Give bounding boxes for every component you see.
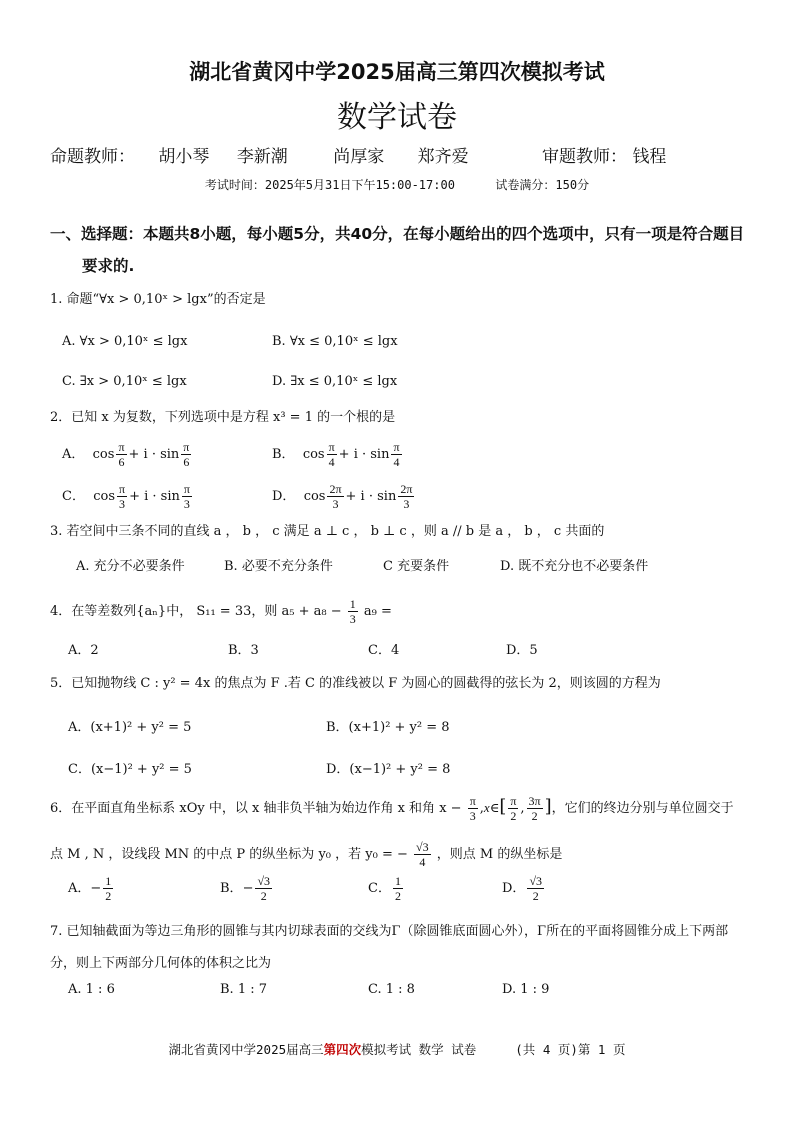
question-1-stem: 1. 命题“∀x > 0,10ˣ > lgx”的否定是	[50, 292, 266, 307]
q5-option-c: C．(x−1)² + y² = 5	[68, 762, 192, 777]
footer-pages: (共 4 页)第 1 页	[515, 1042, 626, 1057]
q4-option-c: C．4	[368, 643, 400, 658]
exam-time: 考试时间：2025年5月31日下午15:00-17:00	[204, 178, 455, 192]
q6-option-c: C． $\frac{1}{2}$	[368, 874, 401, 903]
q7-option-b: B. 1 : 7	[220, 982, 268, 997]
exam-info	[0, 176, 794, 193]
teachers-line	[50, 142, 686, 167]
question-7-stem: 7. 已知轴截面为等边三角形的圆锥与其内切球表面的交线为Γ（除圆锥底面圆心外），Γ所在的平面将圆锥分成上下两部分，则上下两部分几何体的体积之比为	[50, 924, 729, 971]
setter-name: 李新潮	[236, 147, 288, 167]
q6-option-d: D． $\frac{√3}{2}$	[502, 874, 543, 903]
q6-option-b: B．− $\frac{√3}{2}$	[220, 874, 271, 903]
q4-option-a: A．2	[68, 643, 99, 658]
reviewer-name: 钱程	[632, 147, 667, 167]
setter-name: 尚厚家	[333, 147, 385, 167]
question-4-stem: 4．在等差数列{aₙ}中， S₁₁ = 33，则 a₅ + a₈ − $\frac{1}{3}$ a₉ =	[50, 597, 392, 626]
q5-option-d: D．(x−1)² + y² = 8	[326, 762, 451, 777]
q1-option-c: C. ∃x > 0,10ˣ ≤ lgx	[62, 374, 187, 389]
q4-option-d: D．5	[506, 643, 538, 658]
q6-option-a: A．− $\frac{1}{2}$	[68, 874, 112, 903]
q3-option-d: D. 既不充分也不必要条件	[500, 559, 649, 574]
section-heading: 一、选择题：本题共8小题，每小题5分，共40分，在每小题给出的四个选项中，只有一项是符合题目要求的.	[50, 225, 745, 275]
footer-prefix: 湖北省黄冈中学2025届高三	[168, 1042, 324, 1057]
q5-option-a: A．(x+1)² + y² = 5	[68, 720, 192, 735]
question-6-stem-line1: 6．在平面直角坐标系 xOy 中，以 x 轴非负半轴为始边作角 x 和角 x − $\frac{\pi}{3}$ ,x∈[ $\frac{\pi}{2}$ , $\frac{3\pi}{2}$ ]，它们的终边分别与单位圆交于	[50, 794, 734, 823]
footer-highlight: 第四次	[323, 1042, 362, 1057]
q3-option-a: A. 充分不必要条件	[76, 559, 185, 574]
q3-option-c: C 充要条件	[383, 559, 450, 574]
setter-name: 胡小琴	[158, 147, 210, 167]
q7-option-a: A. 1 : 6	[68, 982, 115, 997]
question-6-stem-line2: 点 M , N ，设线段 MN 的中点 P 的纵坐标为 y₀ ，若 y₀ = − $\frac{√3}{4}$ ，则点 M 的纵坐标是	[50, 840, 563, 869]
footer-suffix: 模拟考试 数学 试卷	[361, 1042, 477, 1057]
q2-option-d: D． cos $\frac{2\pi}{3}$ + i · sin $\frac{2\pi}{3}$	[272, 482, 413, 511]
q5-option-b: B．(x+1)² + y² = 8	[326, 720, 450, 735]
q7-option-d: D. 1 : 9	[502, 982, 550, 997]
q2-option-a: A． cos $\frac{\pi}{6}$ + i · sin $\frac{\pi}{6}$	[62, 440, 190, 469]
setter-label: 命题教师：	[50, 147, 135, 167]
reviewer-label: 审题教师：	[542, 147, 628, 167]
question-2-stem: 2．已知 x 为复数，下列选项中是方程 x³ = 1 的一个根的是	[50, 410, 396, 425]
q1-option-b: B. ∀x ≤ 0,10ˣ ≤ lgx	[272, 334, 398, 349]
question-3-stem: 3. 若空间中三条不同的直线 a ， b ， c 满足 a ⊥ c ， b ⊥ c ，则 a // b 是 a ， b ， c 共面的	[50, 524, 605, 539]
q2-option-b: B． cos $\frac{\pi}{4}$ + i · sin $\frac{\pi}{4}$	[272, 440, 400, 469]
setter-name: 郑齐爱	[417, 147, 469, 167]
q3-option-b: B. 必要不充分条件	[224, 559, 333, 574]
q2-option-c: C． cos $\frac{\pi}{3}$ + i · sin $\frac{\pi}{3}$	[62, 482, 190, 511]
page-footer	[0, 1040, 794, 1058]
q1-option-a: A. ∀x > 0,10ˣ ≤ lgx	[62, 334, 188, 349]
subject-title: 数学试卷	[337, 100, 457, 135]
q1-option-d: D. ∃x ≤ 0,10ˣ ≤ lgx	[272, 374, 398, 389]
question-5-stem: 5．已知抛物线 C : y² = 4x 的焦点为 F .若 C 的准线被以 F 为圆心的圆截得的弦长为 2，则该圆的方程为	[50, 676, 661, 691]
exam-title: 湖北省黄冈中学2025届高三第四次模拟考试	[189, 60, 605, 84]
q7-option-c: C. 1 : 8	[368, 982, 415, 997]
exam-score: 试卷满分：150分	[495, 178, 590, 192]
q4-option-b: B．3	[228, 643, 259, 658]
